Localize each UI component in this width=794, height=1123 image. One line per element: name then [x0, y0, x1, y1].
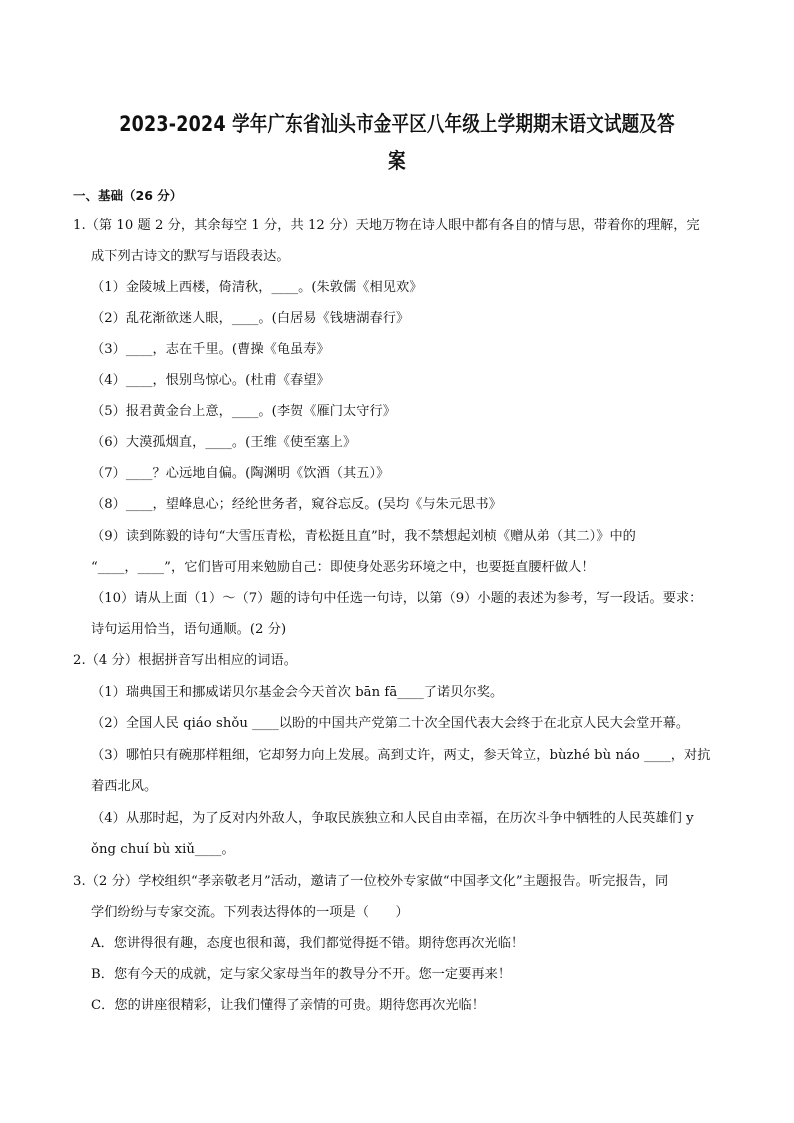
question-2-item-2: （2）全国人民 qiáo shǒu ____以盼的中国共产党第二十次全国代表大会终于在北京人民大会堂开幕。	[91, 716, 690, 731]
section-heading: 一、基础（26 分）	[73, 188, 183, 203]
question-1-stem-cont: 成下列古诗文的默写与语段表达。	[91, 249, 290, 264]
question-3-option-a: A．您讲得很有趣，态度也很和蔼，我们都觉得挺不错。期待您再次光临！	[91, 936, 525, 951]
question-1-item-7: （7）____？心远地自偏。(陶渊明《饮酒（其五）》	[91, 466, 390, 481]
question-1-item-5: （5）报君黄金台上意，____。(李贺《雁门太守行》	[91, 404, 396, 419]
question-3-stem: 3.（2 分）学校组织“孝亲敬老月”活动，邀请了一位校外专家做“中国孝文化”主题报告。听完报告，同	[73, 874, 669, 889]
question-1-item-3: （3）____，志在千里。(曹操《龟虽寿》	[91, 342, 330, 357]
question-1-item-2: （2）乱花渐欲迷人眼，____。(白居易《钱塘湖春行》	[91, 311, 410, 326]
question-2-item-3-cont: 着西北风。	[91, 779, 158, 794]
question-2-item-1: （1）瑞典国王和挪威诺贝尔基金会今天首次 bān fā____了诺贝尔奖。	[91, 685, 504, 700]
question-1-item-4: （4）____，恨别鸟惊心。(杜甫《春望》	[91, 373, 330, 388]
question-3-option-c: C．您的讲座很精彩，让我们懂得了亲情的可贵。期待您再次光临！	[91, 998, 486, 1013]
question-1-item-10-cont: 诗句运用恰当，语句通顺。(2 分)	[91, 622, 287, 637]
question-3-stem-cont: 学们纷纷与专家交流。下列表达得体的一项是（ ）	[91, 905, 409, 920]
question-1-item-9-cont: “____，____”，它们皆可用来勉励自己：即使身处恶劣环境之中，也要挺直腰杆做人！	[91, 560, 595, 575]
question-1-stem: 1.（第 10 题 2 分，其余每空 1 分，共 12 分）天地万物在诗人眼中都有各自的情与思，带着你的理解，完	[73, 218, 700, 233]
question-1-item-1: （1）金陵城上西楼，倚清秋，____。(朱敦儒《相见欢》	[91, 280, 423, 295]
question-1-item-6: （6）大漠孤烟直，____。(王维《使至塞上》	[91, 435, 357, 450]
question-2-item-4-cont: ǒng chuí bù xiǔ____。	[91, 842, 235, 857]
document-title-line-2: 案	[388, 149, 406, 173]
document-title-line-1: 2023-2024 学年广东省汕头市金平区八年级上学期期末语文试题及答	[119, 112, 675, 136]
question-1-item-10: （10）请从上面（1）～（7）题的诗句中任选一句诗，以第（9）小题的表述为参考，写一段话。要求：	[91, 591, 703, 606]
question-2-stem: 2.（4 分）根据拼音写出相应的词语。	[73, 653, 297, 668]
question-2-item-3: （3）哪怕只有碗那样粗细，它却努力向上发展。高到丈许，两丈，参天耸立，bùzhé bù náo ____，对抗	[91, 748, 711, 763]
question-1-item-8: （8）____，望峰息心；经纶世务者，窥谷忘反。(吴均《与朱元思书》	[91, 497, 502, 512]
question-2-item-4: （4）从那时起，为了反对内外敌人，争取民族独立和人民自由幸福，在历次斗争中牺牲的人民英雄们 y	[91, 811, 694, 826]
question-1-item-9: （9）读到陈毅的诗句“大雪压青松，青松挺且直”时，我不禁想起刘桢《赠从弟（其二）》中的	[91, 529, 636, 544]
question-3-option-b: B．您有今天的成就，定与家父家母当年的教导分不开。您一定要再来！	[91, 967, 512, 982]
